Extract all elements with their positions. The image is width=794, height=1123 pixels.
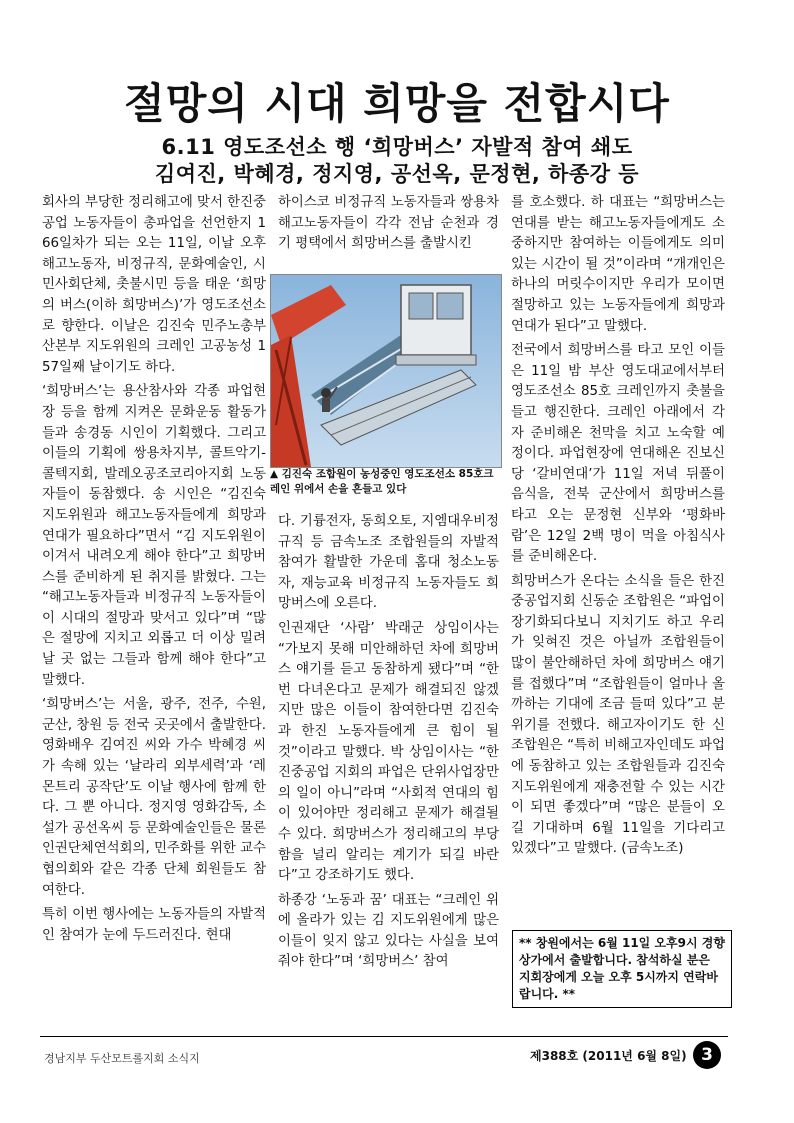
- crane-illustration: [271, 275, 501, 467]
- page-number: 3: [693, 1041, 721, 1069]
- paragraph: 회사의 부당한 정리해고에 맞서 한진중공업 노동자들이 총파업을 선언한지 166일차가 되는 오는 11일, 이날 오후 해고노동자, 비정규직, 문화예술인, 시민사회단체, 촛불시민 등을 태운 ‘희망의 버스(이하 희망버스)’가 영도조선소로 향한다. 이날은 김진숙 민주노총부산본부 지도위원의 크레인 고공농성 157일째 날이기도 하다.: [42, 195, 266, 375]
- notice-box: ** 창원에서는 6월 11일 오후9시 경향상가에서 출발합니다. 참석하실 분은 지회장에게 오늘 오후 5시까지 연락바랍니다. **: [512, 930, 732, 1008]
- article-column-2-top: [278, 193, 499, 259]
- paragraph: 를 호소했다. 하 대표는 “희망버스는 연대를 받는 해고노동자들에게도 소중하지만 참여하는 이들에게도 의미 있는 시간이 될 것”이라며 “개개인은 하나의 머릿수이지만 우리가 모이면 절망하고 있는 노동자들에게 희망과 연대가 된다”고 말했다.: [511, 195, 725, 334]
- headline: 절망의 시대 희망을 전합시다: [124, 79, 670, 128]
- footer-divider: [40, 1036, 728, 1037]
- article-column-2-bottom: [278, 512, 499, 977]
- article-column-1: [42, 193, 266, 950]
- paragraph: 다. 기륭전자, 동희오토, 지엠대우비정규직 등 금속노조 조합원들의 자발적 참여가 활발한 가운데 홈대 청소노동자, 재능교육 비정규직 노동자들도 희망버스에 오른다.: [278, 514, 499, 612]
- article-column-3: [511, 193, 725, 864]
- paragraph: 전국에서 희망버스를 타고 모인 이들은 11일 밤 부산 영도대교에서부터 영도조선소 85호 크레인까지 촛불을 들고 행진한다. 크레인 아래에서 각자 준비해온 천막을 치고 노숙할 예정이다. 파업현장에 연대해온 진보신당 ‘갈비연대’가 11일 저녁 뒤풀이 음식을, 전북 군산에서 희망버스를 타고 오는 문정현 신부와 ‘평화바람’은 12일 2백 명이 먹을 아침식사를 준비해온다.: [511, 343, 725, 565]
- paragraph: 희망버스가 온다는 소식을 들은 한진중공업지회 신동순 조합원은 “파업이 장기화되다보니 지치기도 하고 우리가 잊혀진 것은 아닐까 조합원들이 많이 불안해하던 차에 희망버스 얘기를 접했다”며 “조합원들이 얼마나 올까하는 기대에 조금 들떠 있다”고 분위기를 전했다. 해고자이기도 한 신 조합원은 “특히 비해고자인데도 파업에 동참하고 있는 조합원들과 김진숙 지도위원에게 재충전할 수 있는 시간이 되면 좋겠다”며 “많은 분들이 오길 기대하며 6월 11일을 기다리고 있겠다”고 말했다. (금속노조): [511, 573, 725, 857]
- crane-photo: [270, 274, 502, 468]
- paragraph: 특히 이번 행사에는 노동자들의 자발적인 참여가 눈에 두드러진다. 현대: [42, 907, 266, 943]
- photo-caption: ▲ 김진숙 조합원이 농성중인 영도조선소 85호크레인 위에서 손을 흔들고 있다: [270, 468, 494, 495]
- paragraph: ‘희망버스’는 서울, 광주, 전주, 수원, 군산, 창원 등 전국 곳곳에서 출발한다. 영화배우 김여진 씨와 가수 박혜경 씨가 속해 있는 ‘날라리 외부세력’과 ‘레몬트리 공작단’도 이날 행사에 함께 한다. 그 뿐 아니다. 정지영 영화감독, 소설가 공선옥씨 등 문화예술인들은 물론 인권단체연석회의, 민주화를 위한 교수협의회와 같은 각종 단체 회원들도 참여한다.: [42, 697, 266, 898]
- paragraph: 하이스코 비정규직 노동자들과 쌍용차 해고노동자들이 각각 전남 순천과 경기 평택에서 희망버스를 출발시킨: [278, 195, 499, 252]
- paragraph: 하종강 ‘노동과 꿈’ 대표는 “크레인 위에 올라가 있는 김 지도위원에게 많은 이들이 잊지 않고 있다는 사실을 보여줘야 한다”며 ‘희망버스’ 참여: [278, 892, 499, 970]
- subheadline-1: 6.11 영도조선소 행 ‘희망버스’ 자발적 참여 쇄도: [161, 135, 633, 159]
- paragraph: ‘희망버스’는 용산참사와 각종 파업현장 등을 함께 지켜온 문화운동 활동가들과 송경동 시인이 기획했다. 그리고 이들의 기획에 쌍용차지부, 콜트악기-콜텍지회, 발레오공조코리아지회 노동자들이 동참했다. 송 시인은 “김진숙 지도위원과 해고노동자들에게 희망과 연대가 필요하다”면서 “김 지도위원이 이겨서 내려오게 해야 한다”고 희망버스를 준비하게 된 취지를 밝혔다. 그는 “해고노동자들과 비정규직 노동자들이 이 시대의 절망과 맞서고 있다”며 “많은 절망에 지치고 외롭고 더 이상 밀려날 곳 없는 그들과 함께 해야 한다”고 말했다.: [42, 384, 266, 688]
- paragraph: 인권재단 ‘사람’ 박래군 상임이사는 “가보지 못해 미안해하던 차에 희망버스 얘기를 듣고 동참하게 됐다”며 “한 번 다녀온다고 문제가 해결되진 않겠지만 많은 이들이 참여한다면 김진숙과 한진 노동자들에게 큰 힘이 될 것”이라고 말했다. 박 상임이사는 “한진중공업 지회의 파업은 단위사업장만의 일이 아니”라며 “사회적 연대의 힘이 있어야만 정리해고 문제가 해결될 수 있다. 희망버스가 정리해고의 부당함을 널리 알리는 계기가 되길 바란다”고 강조하기도 했다.: [278, 620, 499, 884]
- publication-name: 경남지부 두산모트롤지회 소식지: [44, 1052, 200, 1065]
- issue-info: 제388호 (2011년 6월 8일): [530, 1049, 687, 1063]
- subheadline-2: 김여진, 박혜경, 정지영, 공선옥, 문정현, 하종강 등: [154, 162, 640, 186]
